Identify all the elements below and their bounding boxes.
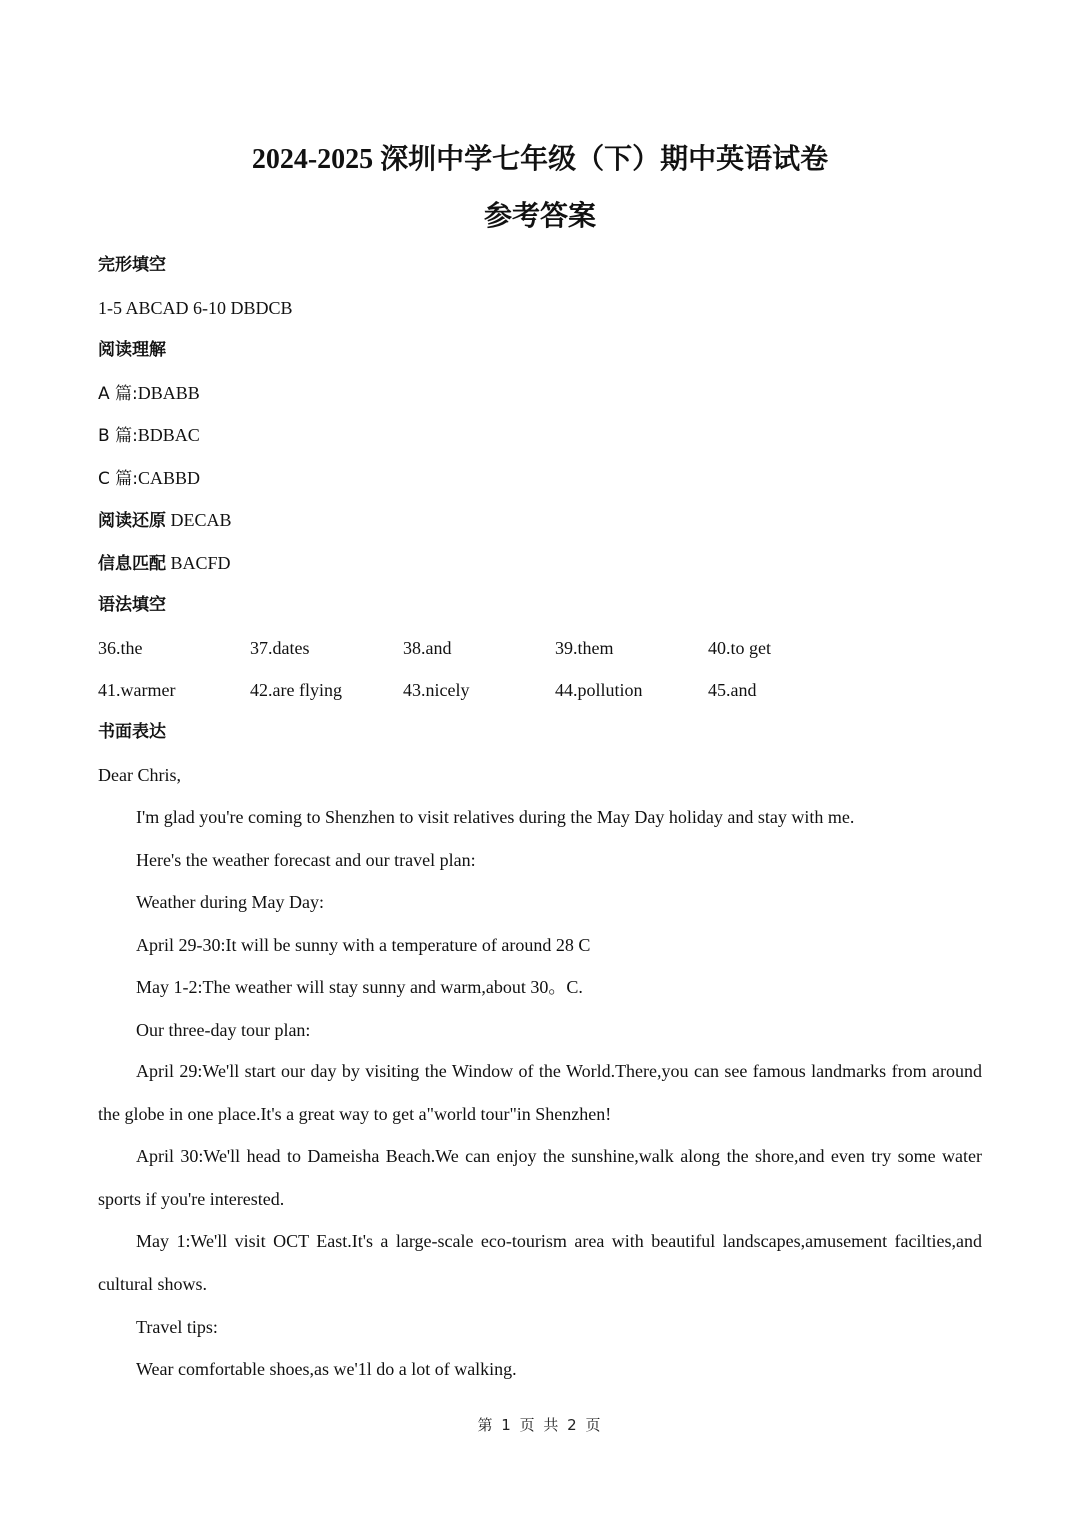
match-label: 信息匹配 — [98, 554, 166, 574]
grammar-answer: 43.nicely — [403, 680, 470, 700]
grammar-answer: 41.warmer — [98, 680, 176, 700]
document-title: 2024-2025 深圳中学七年级（下）期中英语试卷 — [251, 144, 829, 175]
grammar-answer: 39.them — [555, 638, 614, 658]
letter-line: Here's the weather forecast and our travel plan: — [136, 850, 476, 870]
grammar-answer: 36.the — [98, 638, 143, 658]
restore-line — [98, 509, 232, 532]
reading-a-line — [98, 382, 200, 405]
reading-c-label: C 篇: — [98, 469, 139, 489]
travel-tips-heading: Travel tips: — [136, 1317, 218, 1337]
grammar-answer: 45.and — [708, 680, 757, 700]
letter-paragraph-april-29: April 29:We'll start our day by visiting the Window of the World.There,you can see famous landmarks from around the globe in one place.It's a great way to get a"world tour"in Shenzhen! — [98, 1061, 982, 1124]
letter-line: I'm glad you're coming to Shenzhen to visit relatives during the May Day holiday and stay with me. — [136, 807, 855, 827]
match-line — [98, 552, 231, 575]
letter-line: Weather during May Day: — [136, 892, 324, 912]
cloze-answers: 1-5 ABCAD 6-10 DBDCB — [98, 298, 293, 318]
reading-b-label: B 篇: — [98, 426, 138, 446]
grammar-answer: 44.pollution — [555, 680, 643, 700]
match-answers: BACFD — [170, 553, 231, 573]
reading-b-answers: BDBAC — [137, 425, 200, 445]
letter-paragraph-may-1: May 1:We'll visit OCT East.It's a large-scale eco-tourism area with beautiful landscapes,amusement facilties,and cultural shows. — [98, 1231, 982, 1294]
letter-line: April 29-30:It will be sunny with a temperature of around 28 C — [136, 935, 591, 955]
restore-label: 阅读还原 — [98, 511, 166, 531]
letter-greeting: Dear Chris, — [98, 765, 181, 785]
reading-heading: 阅读理解 — [98, 340, 166, 360]
travel-tip: Wear comfortable shoes,as we'1l do a lot of walking. — [136, 1359, 517, 1379]
writing-heading: 书面表达 — [98, 722, 166, 742]
reading-b-line — [98, 424, 200, 447]
restore-answers: DECAB — [170, 510, 232, 530]
grammar-answer: 40.to get — [708, 638, 771, 658]
reading-c-line — [98, 467, 200, 490]
reading-a-answers: DBABB — [137, 383, 200, 403]
letter-line: May 1-2:The weather will stay sunny and warm,about 30。C. — [136, 977, 583, 997]
grammar-answer: 42.are flying — [250, 680, 342, 700]
reading-c-answers: CABBD — [138, 468, 201, 488]
document-subtitle: 参考答案 — [483, 201, 596, 232]
grammar-heading: 语法填空 — [98, 595, 166, 615]
grammar-answer: 37.dates — [250, 638, 310, 658]
cloze-heading: 完形填空 — [98, 255, 166, 275]
grammar-answer: 38.and — [403, 638, 452, 658]
letter-paragraph-april-30: April 30:We'll head to Dameisha Beach.We can enjoy the sunshine,walk along the shore,and even try some water sports if you're interested. — [98, 1146, 982, 1209]
page-footer: 第 1 页 共 2 页 — [477, 1416, 603, 1434]
letter-line: Our three-day tour plan: — [136, 1020, 311, 1040]
reading-a-label: A 篇: — [98, 384, 138, 404]
